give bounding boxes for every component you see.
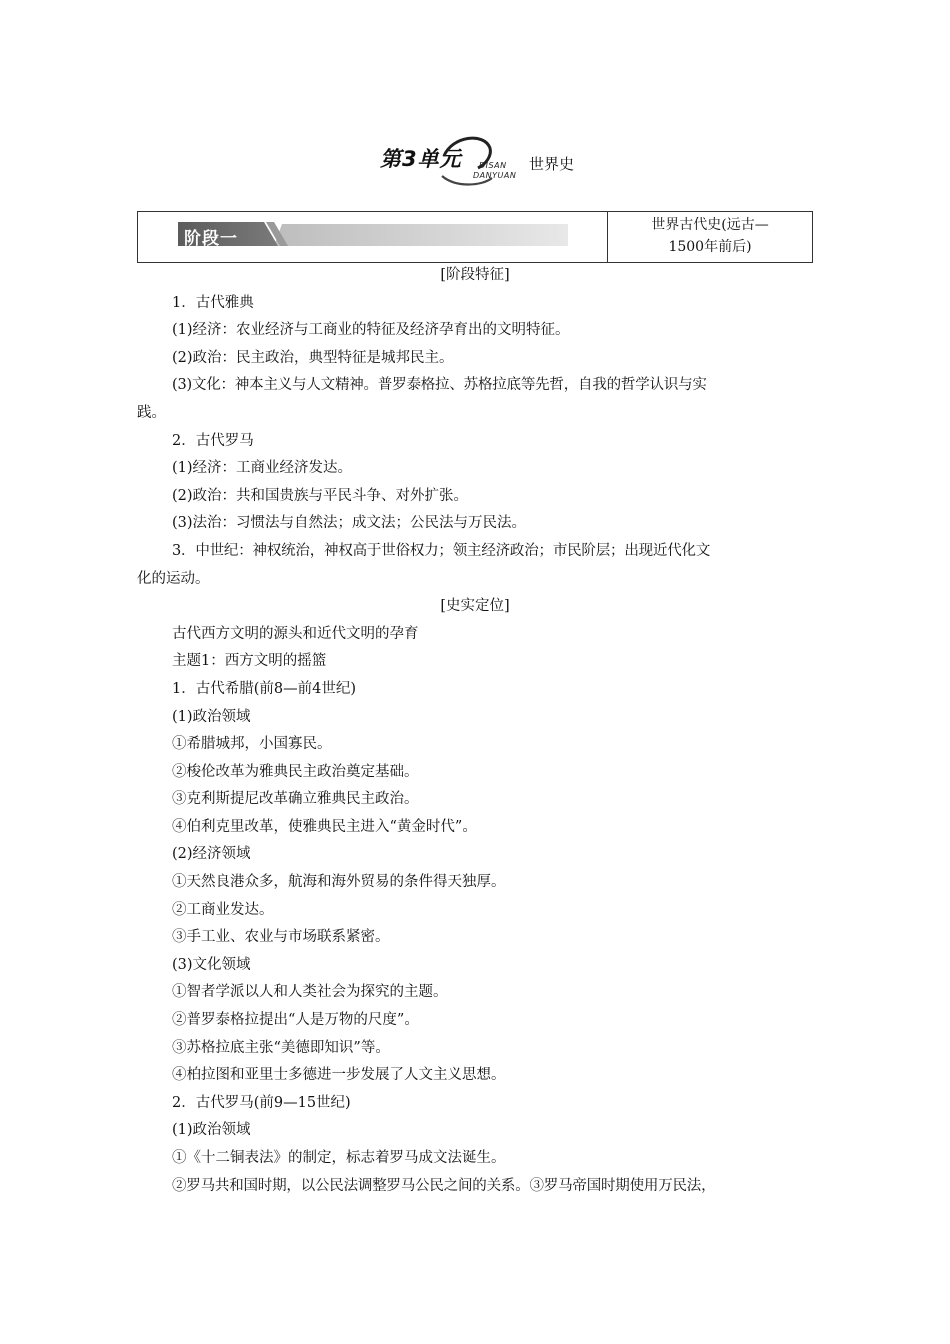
list-item: ①希腊城邦，小国寡民。 — [172, 736, 332, 753]
list-item: 古代西方文明的源头和近代文明的孕育 — [172, 625, 419, 642]
paragraph: 2．古代罗马 — [172, 432, 254, 449]
paragraph-continuation: 化的运动。 — [137, 570, 210, 587]
paragraph: (3)文化：神本主义与人文精神。普罗泰格拉、苏格拉底等先哲，自我的哲学认识与实 — [172, 377, 707, 394]
paragraph: 3．中世纪：神权统治，神权高于世俗权力；领主经济政治；市民阶层；出现近代化文 — [172, 542, 711, 559]
paragraph: 1．古代雅典 — [172, 294, 254, 311]
unit-en-line2: DANYUAN — [473, 171, 517, 180]
list-item: 主题1：西方文明的摇篮 — [172, 653, 327, 670]
list-item: 1．古代希腊(前8—前4世纪) — [172, 680, 356, 697]
list-item: ②普罗泰格拉提出“人是万物的尺度”。 — [172, 1012, 419, 1029]
stage-banner — [137, 211, 813, 263]
paragraph: (1)经济：工商业经济发达。 — [172, 460, 353, 477]
unit-en-line1: DISAN — [479, 161, 507, 170]
unit-name: 世界史 — [529, 155, 575, 173]
stage-label: 阶段一 — [184, 229, 238, 249]
paragraph: (1)经济：农业经济与工商业的特征及经济孕育出的文明特征。 — [172, 322, 570, 339]
list-item: ②工商业发达。 — [172, 901, 274, 918]
list-item: ④柏拉图和亚里士多德进一步发展了人文主义思想。 — [172, 1067, 506, 1084]
list-item: ①天然良港众多，航海和海外贸易的条件得天独厚。 — [172, 874, 506, 891]
list-item: ③克利斯提尼改革确立雅典民主政治。 — [172, 791, 419, 808]
list-item: ①智者学派以人和人类社会为探究的主题。 — [172, 984, 448, 1001]
list-item: ①《十二铜表法》的制定，标志着罗马成文法诞生。 — [172, 1150, 506, 1166]
list-item: 2．古代罗马(前9—15世纪) — [172, 1094, 351, 1111]
list-item: ②梭伦改革为雅典民主政治奠定基础。 — [172, 763, 419, 780]
paragraph-continuation: 践。 — [137, 404, 166, 421]
paragraph: (3)法治：习惯法与自然法；成文法；公民法与万民法。 — [172, 515, 527, 532]
list-item: ③手工业、农业与市场联系紧密。 — [172, 929, 390, 946]
paragraph: (2)政治：民主政治，典型特征是城邦民主。 — [172, 349, 454, 366]
list-item: ②罗马共和国时期，以公民法调整罗马公民之间的关系。③罗马帝国时期使用万民法， — [172, 1177, 716, 1194]
stage-title-line1: 世界古代史(远古— — [651, 217, 769, 233]
paragraph: (2)政治：共和国贵族与平民斗争、对外扩张。 — [172, 487, 469, 504]
list-item: (2)经济领域 — [172, 846, 251, 863]
unit-header — [380, 132, 600, 190]
stage-title — [608, 212, 812, 262]
list-item: (1)政治领域 — [172, 1122, 251, 1139]
stage-title-line2: 1500年前后) — [668, 239, 752, 255]
list-item: (1)政治领域 — [172, 708, 251, 725]
section-heading-history: [史实定位] — [440, 598, 510, 615]
list-item: ④伯利克里改革，使雅典民主进入“黄金时代”。 — [172, 818, 477, 835]
document-body — [137, 262, 813, 1200]
list-item: (3)文化领域 — [172, 956, 251, 973]
unit-number-label: 第3单元 — [380, 147, 462, 171]
stage-banner-left — [138, 212, 608, 262]
section-heading-features: [阶段特征] — [440, 267, 510, 283]
list-item: ③苏格拉底主张“美德即知识”等。 — [172, 1039, 390, 1056]
